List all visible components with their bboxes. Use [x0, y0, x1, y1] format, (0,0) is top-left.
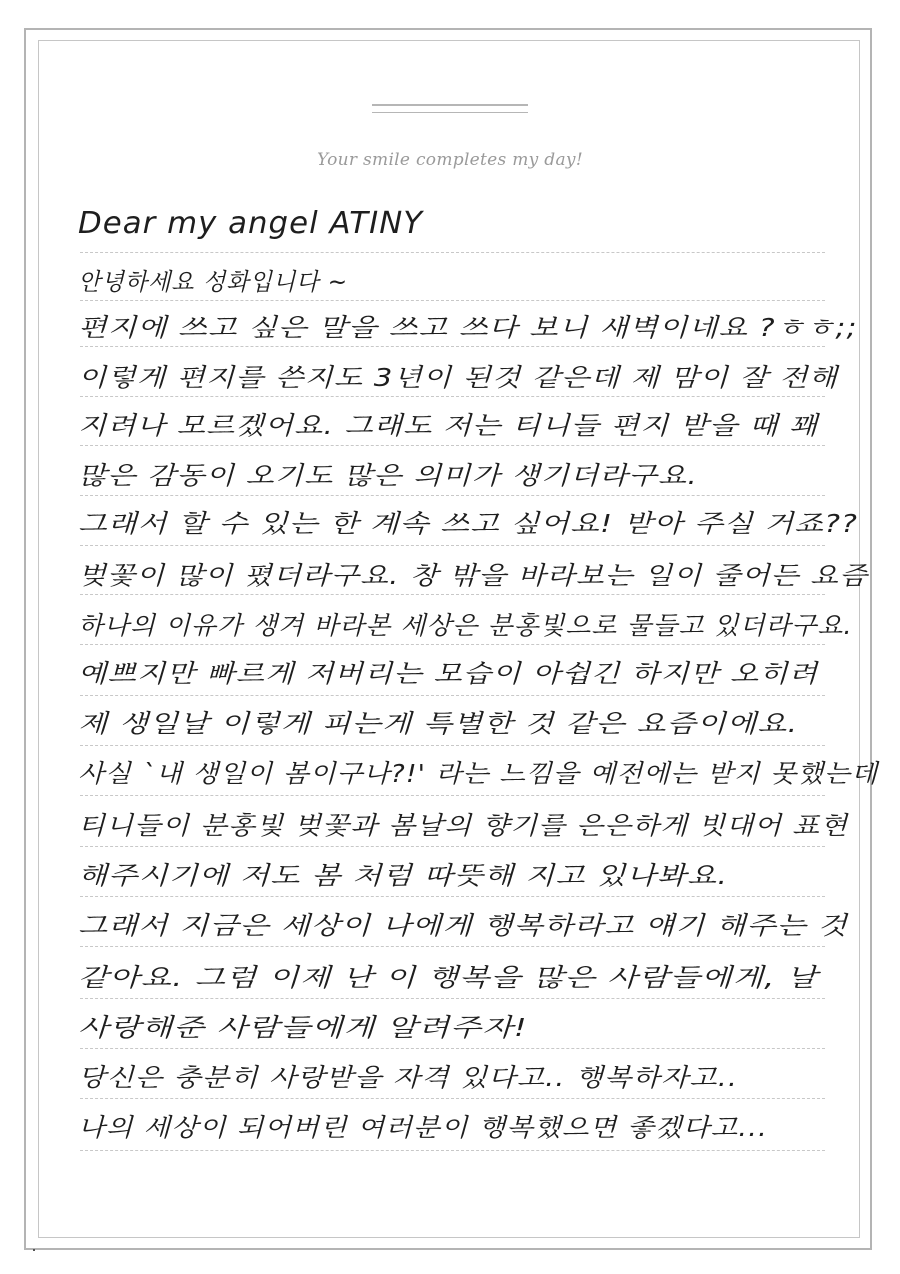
ruled-line [80, 644, 825, 645]
letter-line: 안녕하세요 성화입니다 ~ [78, 268, 349, 296]
ruled-line [80, 1098, 825, 1099]
letter-greeting: Dear my angel ATINY [78, 206, 424, 241]
ruled-line [80, 1048, 825, 1049]
ruled-line [80, 545, 825, 546]
ruled-line [80, 346, 825, 347]
ruled-line [80, 846, 825, 847]
letter-line: 당신은 충분히 사랑받을 자격 있다고.. 행복하자고.. [78, 1063, 738, 1092]
ruled-line [80, 300, 825, 301]
letter-line: 벚꽃이 많이 폈더라구요. 창 밖을 바라보는 일이 줄어든 요즘 [78, 561, 869, 590]
letter-line: 많은 감동이 오기도 많은 의미가 생기더라구요. [78, 461, 698, 490]
ruled-line [80, 396, 825, 397]
letter-line: 해주시기에 저도 봄 처럼 따뜻해 지고 있나봐요. [78, 861, 729, 890]
ruled-line [80, 695, 825, 696]
ruled-line [80, 896, 825, 897]
letter-line: 그래서 할 수 있는 한 계속 쓰고 싶어요! 받아 주실 거죠?? [78, 509, 859, 538]
letter-line: 같아요. 그럼 이제 난 이 행복을 많은 사람들에게, 날 [78, 963, 819, 992]
letter-line: 편지에 쓰고 싶은 말을 쓰고 쓰다 보니 새벽이네요 ?ㅎㅎ;; [78, 313, 858, 342]
letter-motto: Your smile completes my day! [317, 150, 583, 170]
ruled-line [80, 795, 825, 796]
ruled-line [80, 946, 825, 947]
letter-line: 사실 `내 생일이 봄이구나?!' 라는 느낌을 예전에는 받지 못했는데 [78, 759, 879, 788]
ruled-line [80, 1150, 825, 1151]
letter-line: 제 생일날 이렇게 피는게 특별한 것 같은 요즘이에요. [78, 709, 799, 738]
ruled-line [80, 445, 825, 446]
ruled-line [80, 998, 825, 999]
letter-line: 지려나 모르겠어요. 그래도 저는 티니들 편지 받을 때 꽤 [78, 411, 819, 440]
letter-line: 이렇게 편지를 쓴지도 3년이 된것 같은데 제 맘이 잘 전해 [78, 363, 839, 392]
letter-line: 그래서 지금은 세상이 나에게 행복하라고 얘기 해주는 것 [78, 911, 848, 940]
scan-speck [33, 1249, 35, 1251]
ruled-line [80, 252, 825, 253]
ruled-line [80, 745, 825, 746]
letter-line: 티니들이 분홍빛 벚꽃과 봄날의 향기를 은은하게 빗대어 표현 [78, 811, 849, 840]
header-ornament-line-thin [372, 112, 528, 113]
letter-line: 사랑해준 사람들에게 알려주자! [78, 1013, 528, 1042]
header-ornament-line [372, 104, 528, 106]
letter-line: 나의 세상이 되어버린 여러분이 행복했으면 좋겠다고... [78, 1113, 768, 1142]
letter-line: 예쁘지만 빠르게 저버리는 모습이 아쉽긴 하지만 오히려 [78, 659, 819, 688]
ruled-line [80, 594, 825, 595]
letter-line: 하나의 이유가 생겨 바라본 세상은 분홍빛으로 물들고 있더라구요. [78, 611, 853, 640]
ruled-line [80, 495, 825, 496]
